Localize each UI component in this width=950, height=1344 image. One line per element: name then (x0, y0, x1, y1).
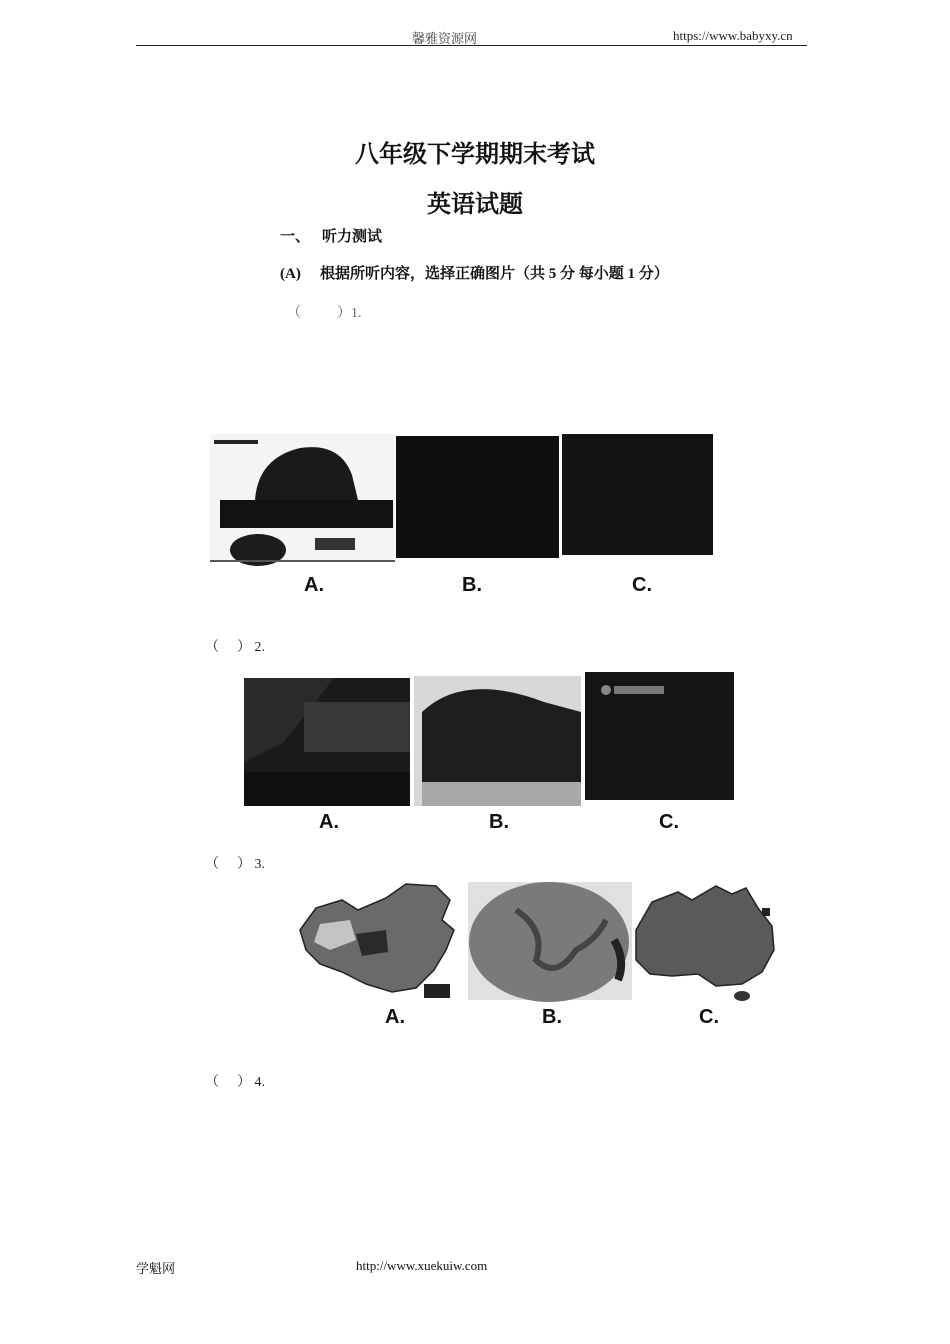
q1-option-b-label: B. (462, 574, 482, 596)
question-4: （ ） 4. (205, 1075, 265, 1090)
question-number: 3. (254, 857, 265, 872)
option-c-photo (585, 672, 734, 800)
q1-option-c-label: C. (632, 574, 652, 596)
q3-option-a-label: A. (385, 1006, 405, 1028)
option-a-photo (244, 678, 410, 806)
header-divider (136, 45, 807, 46)
footer-site-name: 学魁网 (136, 1261, 176, 1276)
question-number: 1. (351, 306, 362, 321)
question-3-images (296, 880, 778, 1004)
section-label: 听力测试 (322, 229, 383, 245)
question-2: （ ） 2. (205, 640, 265, 655)
section-number: 一、 (280, 229, 311, 245)
option-b-globe (468, 882, 632, 1002)
footer-site-url[interactable]: http://www.xuekuiw.com (356, 1258, 488, 1273)
q1-option-a-label: A. (304, 574, 324, 596)
q3-option-b-label: B. (542, 1006, 562, 1028)
option-b-photo (414, 676, 581, 806)
header-site-url[interactable]: https://www.babyxy.cn (673, 28, 793, 43)
option-a-photo (210, 434, 395, 566)
q2-option-a-label: A. (319, 811, 339, 833)
part-tag: (A) (280, 266, 301, 282)
question-2-images (244, 672, 736, 808)
question-3: （ ） 3. (205, 857, 265, 872)
option-b-photo (396, 436, 559, 558)
q2-option-c-label: C. (659, 811, 679, 833)
question-2-picture-options (244, 672, 736, 808)
exam-title: 八年级下学期期末考试 (355, 142, 595, 168)
part-instruction-text: 根据所听内容，选择正确图片（共 5 分 每小题 1 分） (320, 266, 669, 282)
option-c-map-australia (636, 886, 774, 1001)
part-a-instruction (280, 262, 669, 283)
header-site-name: 馨雅资源网 (412, 31, 478, 46)
q3-option-c-label: C. (699, 1006, 719, 1028)
question-1: （ ）1. (287, 306, 362, 321)
question-number: 4. (254, 1075, 265, 1090)
section-heading (280, 225, 382, 246)
q2-option-b-label: B. (489, 811, 509, 833)
option-c-photo (562, 434, 713, 555)
option-a-map-china (300, 884, 454, 998)
question-number: 2. (254, 640, 265, 655)
question-3-picture-options (296, 880, 778, 1004)
exam-subtitle: 英语试题 (427, 192, 523, 218)
